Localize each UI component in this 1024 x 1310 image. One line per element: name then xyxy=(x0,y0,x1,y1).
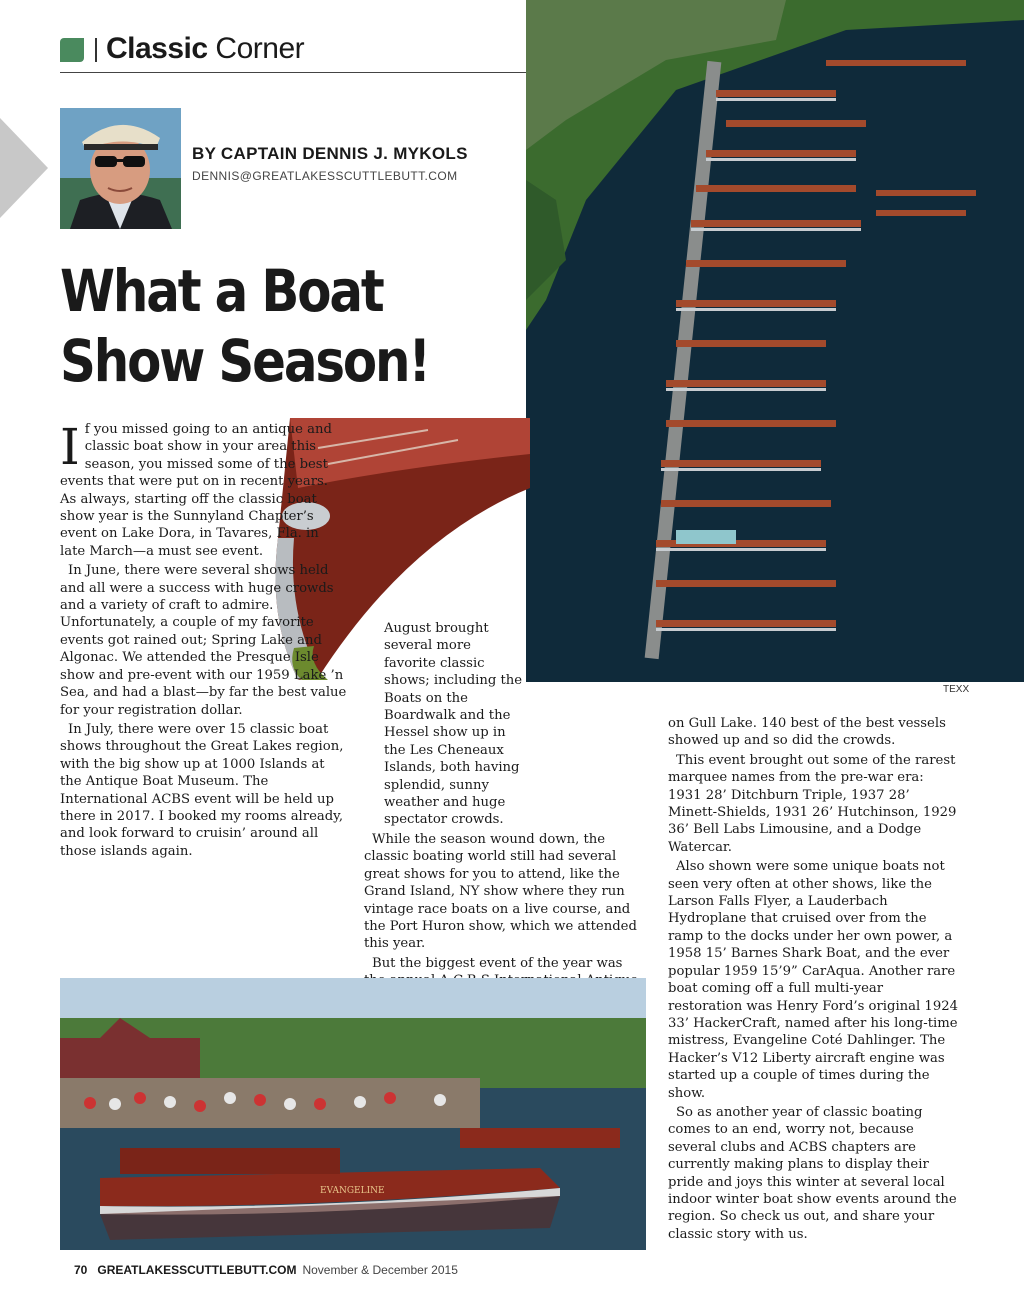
page-number: 70 xyxy=(74,1263,88,1277)
footer-site: GREATLAKESSCUTTLEBUTT.COM xyxy=(97,1263,297,1277)
article-paragraph: While the season wound down, the classic boating world still had several great shows for you to attend, like the Grand Island, NY show where they run vintage race boats on a live course, and the Port Huron show, which we attended this year. xyxy=(364,831,637,952)
article-headline: What a Boat Show Season! xyxy=(60,257,429,395)
paragraph-text: f you missed going to an antique and classic boat show in your area this season, you missed some of the best events that were put on in recent years. As always, starting off the classic boat show year is the Sunnyland Chapter’s event on Lake Dora, in Tavares, Fla. in late March—a must see event. xyxy=(60,422,332,559)
article-paragraph: In July, there were over 15 classic boat shows throughout the Great Lakes region, with the big show up at 1000 Islands at the Antique Boat Museum. The International ACBS event will be held up there in 2017. I booked my rooms already, and look forward to cruisin’ around all those islands again. xyxy=(60,721,344,859)
aerial-dock-photo xyxy=(526,0,1024,682)
article-column-1 xyxy=(60,418,348,860)
page-tab-arrow xyxy=(0,118,48,218)
article-paragraph: In June, there were several shows held and all were a success with huge crowds and a variety of craft to admire. Unfortunately, a couple of my favorite events got rained out; Spring Lake and Algonac. We attended the Presque Isle show and pre-event with our 1959 Lake ’n Sea, and had a blast—by far the best value for your registration dollar. xyxy=(60,563,347,718)
section-title-bold: Classic xyxy=(106,32,208,65)
section-logo-mark xyxy=(60,38,84,62)
article-paragraph: on Gull Lake. 140 best of the best vessels showed up and so did the crowds. xyxy=(668,716,946,749)
header-rule xyxy=(60,72,526,73)
article-paragraph: Also shown were some unique boats not seen very often at other shows, like the Larson Falls Flyer, a Lauderbach Hydroplane that cruised over from the ramp to the docks under her own power, a 1958 15’ Barnes Shark Boat, and the ever popular 1959 15’9” CarAqua. Another rare boat coming off a full multi-year restoration was Henry Ford’s original 1924 33’ HackerCraft, named after his long-time mistress, Evangeline Coté Dahlinger. The Hacker’s V12 Liberty aircraft engine was started up a couple of times during the show. xyxy=(668,859,958,1101)
section-title-light: Corner xyxy=(215,32,305,65)
article-paragraph: But the biggest event of the year was xyxy=(372,955,623,971)
footer-issue: November & December 2015 xyxy=(302,1263,458,1277)
article-column-3 xyxy=(668,715,958,1243)
author-email: DENNIS@GREATLAKESSCUTTLEBUTT.COM xyxy=(192,169,458,183)
photo-credit: TEXX xyxy=(943,684,970,695)
article-paragraph: August brought several more favorite classic shows; including the Boats on the Boardwalk and the Hessel show up in the Les Cheneaux Islands, both having splendid, sunny weather and huge spectator crowds. xyxy=(384,621,523,828)
page-footer xyxy=(74,1263,458,1277)
author-byline: BY CAPTAIN DENNIS J. MYKOLS xyxy=(192,144,468,163)
evangeline-boat-photo xyxy=(60,978,646,1250)
section-title xyxy=(106,31,304,67)
article-paragraph xyxy=(60,418,348,560)
boat-name-text: EVANGELINE xyxy=(320,1186,385,1196)
drop-cap: I xyxy=(60,418,80,476)
article-paragraph: This event brought out some of the rarest marquee names from the pre-war era: 1931 28’ Ditchburn Triple, 1937 28’ Minett-Shields, 1931 26’ Hutchinson, 1929 36’ Bell Labs Limousine, and a Dodge Watercar. xyxy=(668,752,957,855)
author-photo xyxy=(60,108,181,229)
section-divider xyxy=(95,38,97,62)
article-paragraph: So as another year of classic boating comes to an end, worry not, because several clubs and ACBS chapters are currently making plans to display their pride and joys this winter at several local indoor winter boat show events around the region. So check us out, and share your classic story with us. xyxy=(668,1104,957,1242)
article-column-2 xyxy=(364,620,646,1007)
